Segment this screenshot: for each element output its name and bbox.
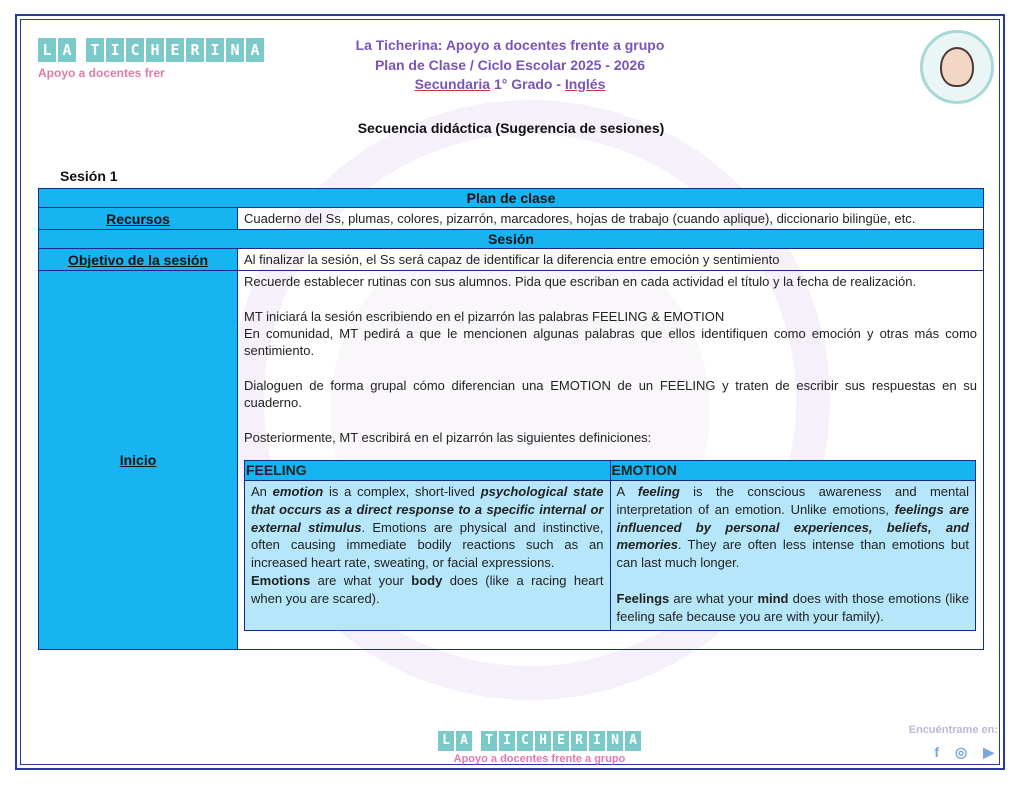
- avatar-face-icon: [940, 47, 974, 87]
- session-header: [39, 230, 984, 249]
- definition-emotion: [245, 481, 611, 631]
- def-text: . They are often less intense than emotions but can last much longer.: [616, 537, 969, 571]
- logo-letter: L: [38, 38, 56, 62]
- definition-feeling: [610, 481, 976, 631]
- logo-letter: I: [499, 731, 515, 751]
- def-emphasis: feelings are influenced by personal experiences, beliefs, and memories: [616, 501, 969, 553]
- inicio-paragraph: Posteriormente, MT escribirá en el pizarrón las siguientes definiciones:: [244, 430, 652, 445]
- inicio-line: En comunidad, MT pedirá a que le mencionen algunas palabras que ellos identifiquen como emoción y otras más como sentimiento.: [244, 326, 977, 358]
- def-emphasis: psychological state that occurs as a direct response to a specific internal or external stimulus: [251, 484, 604, 535]
- logo-wordmark-bottom: [438, 731, 641, 751]
- def-note-term: Emotions: [251, 572, 311, 588]
- session-header-text: Sesión: [488, 231, 534, 247]
- header-grade: 1° Grado -: [490, 76, 565, 92]
- inicio-line: MT iniciará la sesión escribiendo en el pizarrón las palabras FEELING & EMOTION: [244, 309, 725, 324]
- def-note-key: body: [411, 572, 443, 588]
- inicio-paragraph: [244, 308, 977, 359]
- logo-letter: A: [246, 38, 264, 62]
- def-note-text: are what your: [669, 590, 758, 606]
- session-title: Sesión 1: [60, 168, 118, 184]
- find-me-label: Encuéntrame en:: [908, 724, 998, 736]
- logo-letter: L: [438, 731, 454, 751]
- logo-letter: A: [625, 731, 641, 751]
- logo-letter: A: [456, 731, 472, 751]
- logo-letter: N: [226, 38, 244, 62]
- def-text: An: [251, 484, 273, 499]
- lesson-plan-table: [38, 188, 984, 650]
- document-header: [300, 36, 720, 95]
- inicio-label: [39, 271, 238, 650]
- logo-wordmark: [38, 38, 264, 62]
- def-note-text: does (like a racing heart when you are scared).: [251, 572, 604, 606]
- logo-letter: I: [106, 38, 124, 62]
- logo-letter: H: [146, 38, 164, 62]
- logo-space: [474, 731, 479, 751]
- logo-letter: C: [517, 731, 533, 751]
- objective-label-text: Objetivo de la sesión: [67, 251, 209, 268]
- def-term: feeling: [637, 484, 680, 499]
- logo-letter: E: [553, 731, 569, 751]
- logo-letter: R: [186, 38, 204, 62]
- social-links: [902, 724, 998, 761]
- header-line-1: La Ticherina: Apoyo a docentes frente a grupo: [355, 37, 665, 53]
- col-header-feeling: FEELING: [245, 461, 611, 481]
- col-header-emotion: EMOTION: [610, 461, 976, 481]
- logo-letter: T: [86, 38, 104, 62]
- objective-label: [39, 249, 238, 271]
- plan-header: [39, 189, 984, 208]
- instagram-icon[interactable]: ◎: [955, 744, 968, 760]
- def-note-text: are what your: [310, 572, 412, 588]
- sequence-title: Secuencia didáctica (Sugerencia de sesiones): [357, 120, 665, 136]
- inicio-paragraph: Dialoguen de forma grupal cómo diferencian una EMOTION de un FEELING y traten de escribir sus respuestas en su cuaderno.: [244, 378, 977, 410]
- logo-letter: N: [607, 731, 623, 751]
- header-line-3: [300, 75, 720, 95]
- inicio-content: [238, 271, 984, 650]
- plan-header-text: Plan de clase: [466, 190, 556, 206]
- facebook-icon[interactable]: f: [934, 744, 939, 760]
- logo-subtitle: Apoyo a docentes frer: [38, 66, 165, 80]
- def-text: is a complex, short-lived: [323, 484, 481, 499]
- logo-letter: A: [58, 38, 76, 62]
- def-text: . Emotions are physical and instinctive, often causing immediate bodily reactions such as an increased heart rate, sweating, or facial expressions.: [251, 519, 604, 571]
- inicio-label-text: Inicio: [119, 451, 157, 468]
- header-level: Secundaria: [414, 76, 491, 92]
- resources-text: Cuaderno del Ss, plumas, colores, pizarrón, marcadores, hojas de trabajo (cuando aplique), diccionario bilingüe, etc.: [238, 208, 984, 230]
- def-text: is the conscious awareness and mental interpretation of an emotion. Unlike emotions,: [616, 484, 969, 517]
- logo-letter: T: [481, 731, 497, 751]
- logo-bottom: [438, 731, 641, 765]
- objective-text: Al finalizar la sesión, el Ss será capaz de identificar la diferencia entre emoción y sentimiento: [238, 249, 984, 271]
- spacer: [617, 572, 970, 590]
- inicio-paragraph: Recuerde establecer rutinas con sus alumnos. Pida que escriban en cada actividad el título y la fecha de realización.: [244, 274, 917, 289]
- logo-letter: E: [166, 38, 184, 62]
- logo-top-left: [38, 38, 264, 80]
- social-icons: [902, 744, 998, 761]
- def-note-term: Feelings: [616, 590, 670, 606]
- youtube-icon[interactable]: ▶: [983, 744, 994, 760]
- definitions-table: [244, 460, 976, 631]
- resources-label: [39, 208, 238, 230]
- def-note-text: does with those emotions (like feeling safe because you are with your family).: [616, 590, 969, 624]
- ticherina-badge: [920, 30, 994, 104]
- logo-letter: I: [589, 731, 605, 751]
- logo-subtitle-bottom: Apoyo a docentes frente a grupo: [453, 753, 626, 765]
- resources-label-text: Recursos: [106, 210, 170, 227]
- logo-letter: C: [126, 38, 144, 62]
- logo-letter: R: [571, 731, 587, 751]
- logo-letter: H: [535, 731, 551, 751]
- def-note-key: mind: [757, 590, 789, 606]
- def-text: A: [616, 484, 638, 499]
- header-subject: Inglés: [564, 76, 606, 92]
- def-term: emotion: [272, 484, 324, 499]
- logo-letter: I: [206, 38, 224, 62]
- logo-space: [78, 38, 84, 62]
- header-line-2: Plan de Clase / Ciclo Escolar 2025 - 2026: [374, 56, 646, 73]
